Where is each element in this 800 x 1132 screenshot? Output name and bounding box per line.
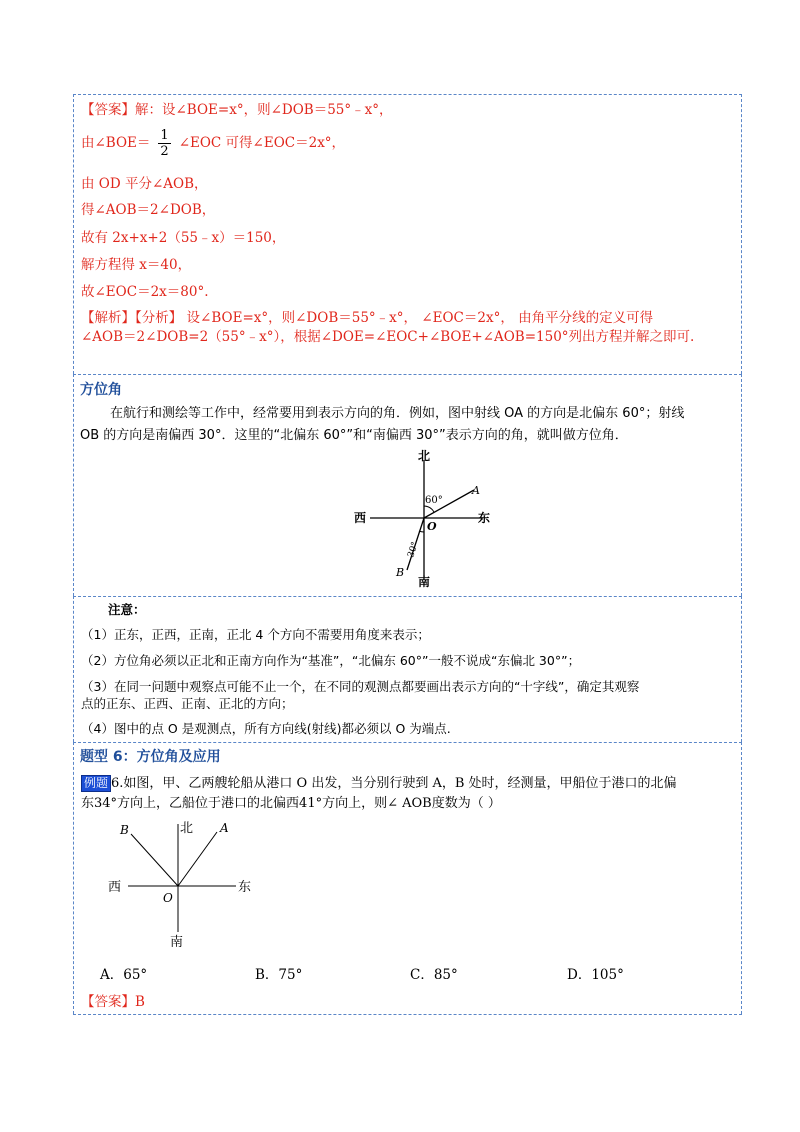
north-label: 北 — [418, 449, 431, 463]
point-o: O — [163, 891, 173, 905]
notes-title: 注意： — [108, 602, 146, 617]
final-answer: 【答案】B — [81, 994, 145, 1010]
answer-line: 得∠AOB＝2∠DOB， — [81, 202, 216, 218]
divider — [73, 94, 742, 95]
divider — [73, 596, 742, 597]
question-line: 东34°方向上，乙船位于港口的北偏西41°方向上，则∠ AOB度数为（ ） — [81, 796, 501, 811]
note-item: （1）正东，正西，正南，正北 4 个方向不需要用角度来表示； — [81, 627, 430, 642]
choice-c: C．85° — [410, 967, 458, 983]
fraction: $\frac{1}{2}$ — [160, 128, 169, 159]
point-b: B — [396, 566, 405, 579]
answer-line: 故∠EOC＝2x＝80°. — [81, 284, 209, 300]
answer-line: 【答案】解：设∠BOE=x°，则∠DOB＝55°﹣x°， — [81, 102, 393, 118]
divider — [73, 374, 742, 375]
answer-line: 故有 2x+x+2（55﹣x）＝150， — [81, 230, 286, 246]
bearing-figure — [340, 448, 510, 588]
example-badge: 例题 — [81, 775, 111, 792]
choice-d: D．105° — [567, 967, 624, 983]
analysis-line: ∠AOB＝2∠DOB=2（55°﹣x°），根据∠DOE=∠EOC+∠BOE+∠AOB=150°列出方程并解之即可. — [81, 329, 695, 345]
note-item: 点的正东、正西、正南、正北的方向； — [81, 696, 294, 711]
answer-line: 由 OD 平分∠AOB， — [81, 176, 208, 192]
choice-a: A．65° — [100, 967, 148, 983]
point-o: O — [427, 520, 437, 533]
east-label: 东 — [478, 511, 491, 525]
choice-b: B．75° — [255, 967, 303, 983]
north-label: 北 — [180, 821, 194, 836]
divider — [73, 742, 742, 743]
divider — [73, 1014, 742, 1015]
point-a: A — [472, 484, 480, 497]
south-label: 南 — [418, 575, 431, 588]
note-item: （2）方位角必须以正北和正南方向作为“基准”，“北偏东 60°”一般不说成“东偏北 30°”； — [81, 653, 581, 668]
ship-bearing-figure — [100, 818, 260, 952]
south-label: 南 — [170, 935, 184, 950]
answer-line: 解方程得 x＝40， — [81, 257, 192, 273]
west-label: 西 — [354, 511, 367, 525]
west-label: 西 — [108, 880, 122, 895]
point-b: B — [120, 823, 129, 837]
angle-60-label: 60° — [425, 495, 443, 506]
question-line: 例题 6.如图，甲、乙两艘轮船从港口 O 出发，当分别行驶到 A，B 处时，经测量，甲船位于港口的北偏 — [81, 772, 677, 792]
note-item: （4）图中的点 O 是观测点，所有方向线(射线)都必须以 O 为端点. — [81, 721, 451, 736]
analysis-line: 【解析】【分析】 设∠BOE=x°，则∠DOB＝55°﹣x°， ∠EOC＝2x°， 由角平分线的定义可得 — [81, 310, 654, 326]
answer-line: 由∠BOE＝ $\frac{1}{2}$ ∠EOC 可得∠EOC＝2x°， — [81, 128, 346, 159]
section-title: 方位角 — [80, 382, 122, 398]
section-title: 题型 6：方位角及应用 — [80, 749, 221, 765]
east-label: 东 — [238, 880, 252, 895]
note-item: （3）在同一问题中观察点可能不止一个，在不同的观测点都要画出表示方向的“十字线”，确定其观察 — [81, 679, 640, 694]
point-a: A — [220, 821, 229, 835]
angle-30-label: 30° — [406, 540, 421, 559]
paragraph: 在航行和测绘等工作中，经常要用到表示方向的角．例如，图中射线 OA 的方向是北偏东 60°；射线 OB 的方向是南偏西 30°．这里的“北偏东 60°”和“南偏西 30°”表示方向的角，就叫做方位角． — [80, 406, 685, 443]
